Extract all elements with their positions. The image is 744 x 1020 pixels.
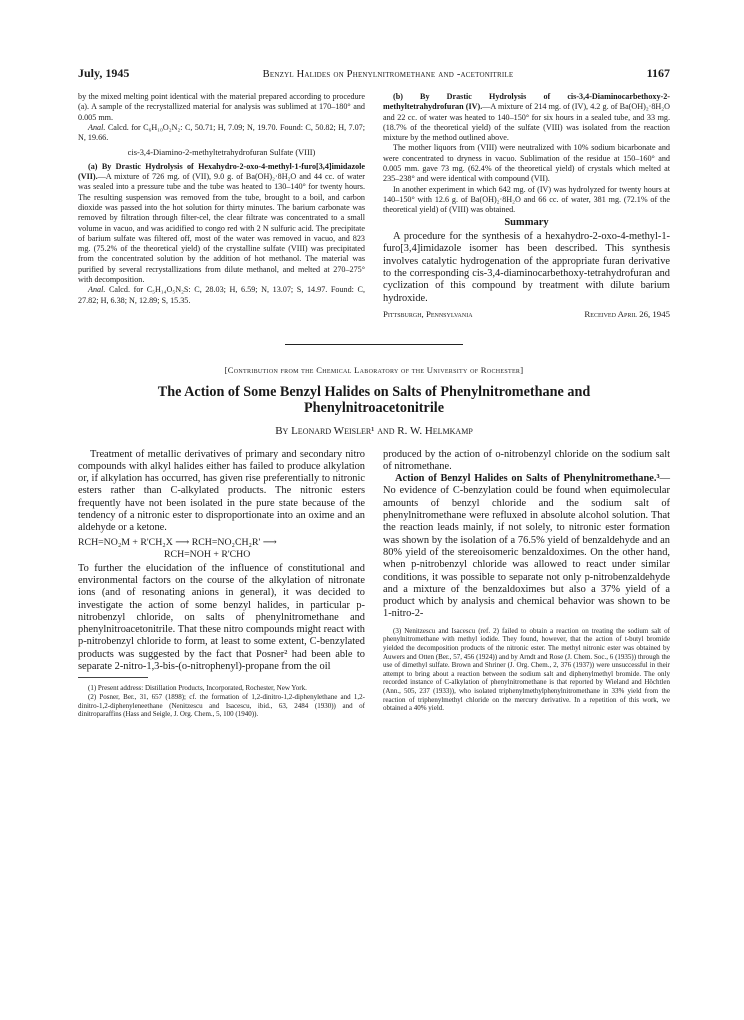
running-title: Benzyl Halides on Phenylnitromethane and -acetonitrile [262,69,514,80]
section-paragraph [383,473,670,621]
footnote: (3) Nenitzescu and Isacescu (ref. 2) failed to obtain a reaction on treating the sodium salt of phenylnitromethane with methyl iodide. They found, however, that the action of t-butyl bromide yielded the decomposition products of the nitronic ester. The methyl nitronic ester was obtained by Auwers and Otten (Ber., 57, 456 (1924)) and by Arndt and Rose (J. Chem. Soc., 6 (1935)) through the use of dimethyl sulfate. Brown and Shriner (J. Org. Chem., 2, 376 (1937)) were unsuccessful in their attempt to bring about a reaction between the sodium salt and diphenylmethyl bromide. The only recorded instance of C-alkylation of phenylnitromethane is that reported by Wieland and Höchtlen (Ann., 505, 237 (1933)), who isolated triphenylmethylphenylnitromethane in 33% yield from the reaction of triphenylmethyl chloride on the mercury derivative. In a repetition of this work, we obtained a 40% yield. [383,626,670,713]
contribution-line: [Contribution from the Chemical Laboratory of the University of Rochester] [224,364,524,375]
analysis-paragraph [78,285,365,306]
summary-heading: Summary [504,216,549,228]
section-divider [285,344,463,345]
authors: By Leonard Weisler¹ and R. W. Helmkamp [275,424,473,437]
analysis-paragraph [78,123,365,144]
top-left-column [78,92,365,320]
section-text: —No evidence of C-benzylation could be found when equimolecular amounts of benzyl chloride and the sodium salt of phenylnitromethane were refluxed in absolute alcohol solution. That the reaction leads mainly, if not solely, to nitronic ester formation was shown by the isolation of a 76.5% yield of benzaldehyde and an 80% yield of the stereoisomeric benzaldoximes. On the other hand, when p-nitrobenzyl chloride was allowed to react under similar conditions, it was possible to separate not only p-nitrobenzaldehyde and a mixture of the benzaldoximes but also a 37% yield of a product which by analysis and chemical behavior was shown to be 1-nitro-2- [383,473,670,620]
procedure-paragraph [383,92,670,143]
paragraph: produced by the action of o-nitrobenzyl chloride on the sodium salt of nitromethane. [383,448,670,472]
footnote-divider [78,677,148,678]
analysis-text: Calcd. for C₅H₁₄O₅N₂S: C, 28.03; H, 6.59; N, 13.07; S, 14.97. Found: C, 27.82; H, 6.38; N, 12.89; S, 15.35. [78,285,366,305]
page-number: 1167 [646,66,670,80]
footnote: (1) Present address: Distillation Products, Incorporated, Rochester, New York. [88,684,307,693]
received-date: Received April 26, 1945 [584,309,670,320]
procedure-paragraph [78,162,365,286]
reaction-equation [78,537,365,561]
compound-heading: cis-3,4-Diamino-2-methyltetrahydrofuran Sulfate (VIII) [127,148,316,158]
paragraph: The mother liquors from (VIII) were neutralized with 10% sodium bicarbonate and were concentrated to dryness in vacuo. Sublimation of the residue at 150–160° and 0.005 mm. gave 73 mg. (62.4% of the theoretical yield) of crystals which melted at 235–238° and were identical with compound (VII). [383,143,670,184]
analysis-text: Calcd. for C₆H₁₀O₂N₂: C, 50.71; H, 7.09; N, 19.70. Found: C, 50.82; H, 7.07; N, 19.66. [78,122,366,143]
paragraph: by the mixed melting point identical with the material prepared according to procedure (a). A sample of the recrystallized material for analysis was sublimed at 170–180° and 0.005 mm. [78,92,365,122]
article-title: The Action of Some Benzyl Halides on Salts of Phenylnitromethane and Phenylnitroacetonitrile [157,383,591,417]
procedure-text: —A mixture of 214 mg. of (IV), 4.2 g. of Ba(OH)₂·8H₂O and 22 cc. of water was heated to 140–150° for six hours in a sealed tube, and 33 mg. (18.7% of the theoretical yield) of the sulfate (VIII) was isolated from the reaction mixture by the method outlined above. [383,102,670,143]
footnote: (2) Posner, Ber., 31, 657 (1898); cf. the formation of 1,2-dinitro-1,2-diphenylethane and 1,2-dinitro-1,2-diphenyleneethane (Nenitzescu and Isacescu, ibid., 63, 2484 (1930)) and of dinitroparaffins (Hass and Seigle, J. Org. Chem., 5, 100 (1940)). [78,692,365,719]
equation-line: RCH=NO₂M + R'CH₂X ⟶ RCH=NO₂CH₂R' ⟶ [78,536,277,548]
journal-page [78,66,670,719]
body-left-column [78,449,365,719]
procedure-heading: (b) By Drastic Hydrolysis of cis-3,4-Diaminocarbethoxy-2-methyltetrahydrofuran (IV). [383,92,670,112]
procedure-heading: (a) By Drastic Hydrolysis of Hexahydro-2-oxo-4-methyl-1-furo[3,4]imidazole (VII). [78,161,365,182]
section-heading: Action of Benzyl Halides on Salts of Phenylnitromethane.³ [395,473,660,485]
article-body [78,449,670,719]
equation-line: RCH=NOH + R'CHO [164,548,251,560]
signature-line [383,309,670,319]
issue-date: July, 1945 [78,66,130,80]
anal-label: Anal. [88,285,106,295]
body-right-column [383,449,670,719]
top-section [78,92,670,320]
footnotes [78,684,365,718]
footnotes [383,627,670,713]
top-right-column [383,92,670,320]
paragraph: Treatment of metallic derivatives of primary and secondary nitro compounds with alkyl halides either has failed to produce alkylation or, if alkylation has occurred, has given rise preferentially to nitronic esters rather than C-alkylated products. The nitronic esters frequently have not been isolated in the pure state because of the tendency of a nitronic ester to disproportionate into an oxime and an aldehyde or a ketone. [78,448,365,534]
summary-text: A procedure for the synthesis of a hexahydro-2-oxo-4-methyl-1-furo[3,4]imidazole isomer has been described. This synthesis involves catalytic hydrogenation of the appropriate furan derivative to the corresponding cis-3,4-diaminocarbethoxy-tetrahydrofuran and cyclization of this compound by treatment with dilute barium hydroxide. [383,230,670,304]
place: Pittsburgh, Pennsylvania [383,309,473,320]
anal-label: Anal. [88,122,106,132]
procedure-text: —A mixture of 726 mg. of (VII), 9.0 g. of Ba(OH)₂·8H₂O and 44 cc. of water was sealed into a pressure tube and the tube was heated to 130–140° for twenty hours. The resulting suspension was removed from the tube, brought to a boil, and carbon dioxide was passed into the hot solution for thirty minutes. The barium carbonate was removed by filtration through filter-cel, the clear filtrate was concentrated to a small volume in vacuo, and was acidified to congo red with 2 N sulfuric acid. The precipitate of barium sulfate was filtered off, most of the water was removed in vacuo, and 823 mg. (75.2% of the theoretical yield) of the crystalline sulfate (VIII) was precipitated from the concentrated solution by the addition of hot methanol. The material was purified by several recrystallizations from dilute methanol, and melted at 270–275° with decomposition. [78,172,365,285]
paragraph: In another experiment in which 642 mg. of (IV) was hydrolyzed for twenty hours at 140–150° with 12.6 g. of Ba(OH)₂·8H₂O and 66 cc. of water, 381 mg. (72.1% of the theoretical yield) of (VIII) was obtained. [383,184,670,215]
paragraph: To further the elucidation of the influence of constitutional and environmental factors on the course of the alkylation of nitronate ions (and of resonating anions in general), it was decided to investigate the action of some benzyl halides, in particular p-nitrobenzyl chloride, on salts of phenylnitromethane and phenylnitroacetonitrile. That these nitro compounds might react with p-nitrobenzyl chloride to form, at least to some extent, C-benzylated products was suggested by the fact that Posner² had been able to separate 2-nitro-1,3-bis-(o-nitrophenyl)-propane from the oil [78,562,365,673]
running-header [78,66,670,86]
